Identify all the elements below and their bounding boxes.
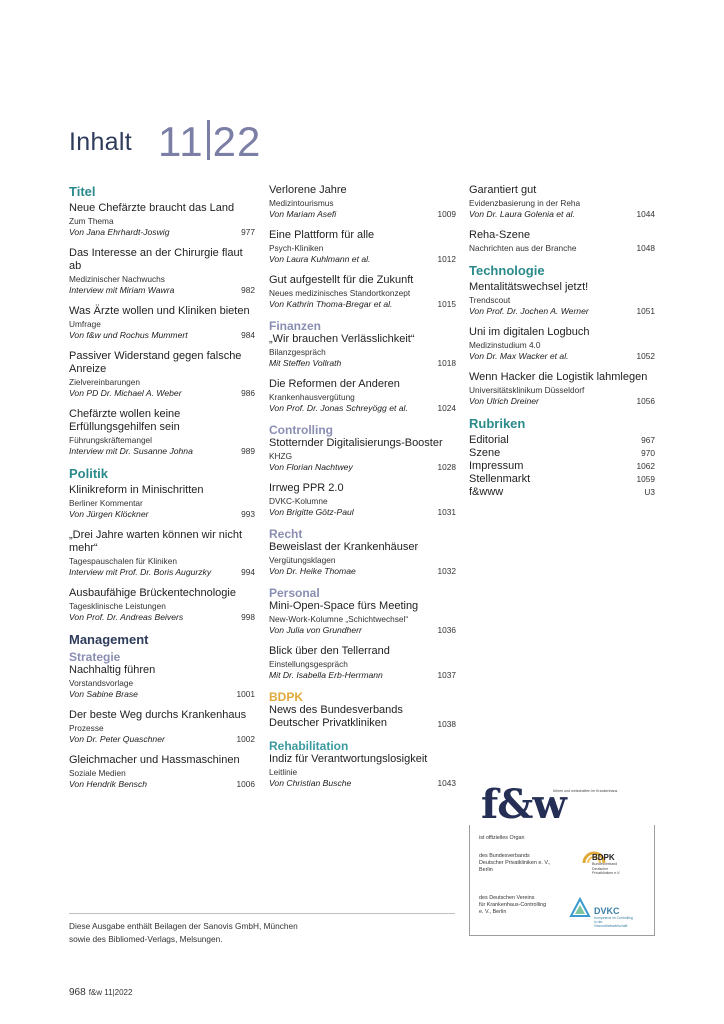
entry-author: Mit Steffen Vollrath	[269, 358, 342, 368]
fw-logo-tagline: führen und wirtschaften im Krankenhaus	[553, 789, 618, 793]
toc-entry	[69, 484, 255, 520]
toc-entry	[69, 664, 255, 700]
dvkc-org-line: e. V., Berlin	[479, 909, 507, 915]
entry-author: Von Ulrich Dreiner	[469, 396, 539, 406]
rubrik-label: Impressum	[469, 460, 524, 472]
dvkc-logo-sub: Kompetenz im Controlling in der Gesundheitswirtschaft	[594, 916, 633, 928]
entry-page: 1028	[437, 462, 456, 472]
dvkc-logo-text	[594, 906, 634, 928]
section-finanzen	[269, 333, 456, 414]
entry-author: Von Brigitte Götz-Paul	[269, 507, 354, 517]
entry-page: 977	[241, 227, 255, 237]
section-heading-rubriken: Rubriken	[469, 416, 526, 431]
entry-page: 989	[241, 446, 255, 456]
section-politik	[69, 484, 255, 623]
section-personal	[269, 600, 456, 681]
entry-page: 1038	[437, 719, 456, 729]
entry-author: Von Jürgen Klöckner	[69, 509, 149, 519]
entry-kicker: Prozesse	[69, 723, 104, 733]
entry-kicker: DVKC-Kolumne	[269, 496, 328, 506]
section-bdpk	[269, 704, 456, 730]
section-technologie	[469, 281, 655, 407]
toc-entry	[269, 645, 456, 681]
entry-kicker: Psych-Kliniken	[269, 243, 324, 253]
entry-title: Neue Chefärzte braucht das Land	[69, 202, 235, 214]
entry-page: 1037	[437, 670, 456, 680]
dvkc-org-text	[479, 895, 546, 916]
entry-kicker: Bilanzgespräch	[269, 347, 326, 357]
dvkc-org-line: für Krankenhaus-Controlling	[479, 902, 547, 908]
toc-entry	[69, 247, 255, 296]
entry-kicker: Berliner Kommentar	[69, 498, 143, 508]
subsection-heading-strategie: Strategie	[69, 650, 121, 664]
rubrik-page: 1062	[636, 461, 655, 471]
entry-title: „Drei Jahre warten können wir nicht mehr“	[69, 529, 243, 554]
entry-title: Chefärzte wollen keine Erfüllungsgehilfen sein	[69, 408, 181, 433]
entry-title: News des Bundesverbands Deutscher Privatkliniken	[269, 704, 403, 729]
issue-number-left: 11	[158, 118, 204, 165]
entry-title: Blick über den Tellerrand	[269, 645, 390, 657]
toc-entry	[269, 378, 456, 414]
organ-line: ist offizielles Organ	[479, 835, 525, 841]
entry-title: Passiver Widerstand gegen falsche Anreize	[69, 350, 242, 375]
toc-entry	[469, 281, 655, 317]
entry-page: 1043	[437, 778, 456, 788]
entry-kicker: Tagesklinische Leistungen	[69, 601, 166, 611]
fw-logo: f&w	[481, 781, 566, 828]
toc-entry	[269, 753, 456, 789]
entry-page: 1048	[636, 243, 655, 253]
toc-entry	[269, 229, 456, 265]
rubrik-page: 967	[641, 435, 655, 445]
entry-page: 1036	[437, 625, 456, 635]
section-recht	[269, 541, 456, 577]
entry-author: Von Florian Nachtwey	[269, 462, 353, 472]
toc-column-3	[469, 184, 655, 499]
entry-author: Interview mit Dr. Susanne Johna	[69, 446, 193, 456]
bdpk-logo-text	[592, 853, 626, 876]
entry-title: „Wir brauchen Verlässlichkeit“	[269, 333, 415, 345]
entry-author: Von Dr. Heike Thomae	[269, 566, 356, 576]
entry-author: Von Jana Ehrhardt-Joswig	[69, 227, 170, 237]
entry-title: Der beste Weg durchs Krankenhaus	[69, 709, 247, 721]
entry-kicker: Medizintourismus	[269, 198, 334, 208]
entry-title: Ausbaufähige Brückentechnologie	[69, 587, 236, 599]
entry-kicker: Zum Thema	[69, 216, 114, 226]
toc-entry	[69, 754, 255, 790]
entry-kicker: Soziale Medien	[69, 768, 126, 778]
entry-page: 1009	[437, 209, 456, 219]
entry-title: Uni im digitalen Logbuch	[469, 326, 590, 338]
section-heading-technologie: Technologie	[469, 263, 545, 278]
toc-entry	[69, 305, 255, 341]
rubrik-page: U3	[644, 487, 655, 497]
issue-number	[158, 118, 261, 166]
toc-entry	[469, 229, 655, 254]
entry-author: Von Christian Busche	[269, 778, 352, 788]
publisher-logo-box	[469, 775, 655, 938]
entry-kicker: Neues medizinisches Standortkonzept	[269, 288, 411, 298]
entry-kicker: Führungskräftemangel	[69, 435, 153, 445]
toc-entry	[269, 482, 456, 518]
entry-kicker: Universitätsklinikum Düsseldorf	[469, 385, 585, 395]
toc-entry	[469, 184, 655, 220]
entry-kicker: Tagespauschalen für Kliniken	[69, 556, 177, 566]
section-rubriken	[469, 434, 655, 499]
entry-title: Mini-Open-Space fürs Meeting	[269, 600, 419, 612]
entry-title: Stotternder Digitalisierungs-Booster	[269, 437, 443, 449]
dvkc-logo-icon	[569, 897, 591, 919]
entry-page: 1018	[437, 358, 456, 368]
section-heading-politik: Politik	[69, 466, 109, 481]
toc-entry	[69, 408, 255, 457]
rubrik-page: 970	[641, 448, 655, 458]
rubrik-label: Editorial	[469, 434, 509, 446]
entry-author: Von Prof. Dr. Jonas Schreyögg et al.	[269, 403, 408, 413]
bdpk-logo-name: BDPK	[592, 853, 615, 862]
entry-title: Das Interesse an der Chirurgie flaut ab	[69, 247, 243, 272]
toc-entry	[469, 326, 655, 362]
entry-kicker: Nachrichten aus der Branche	[469, 243, 577, 253]
entry-page: 993	[241, 509, 255, 519]
page-number: 968	[69, 987, 86, 998]
rubrik-item	[469, 473, 655, 486]
entry-page: 1051	[636, 306, 655, 316]
entry-author: Mit Dr. Isabella Erb-Herrmann	[269, 670, 383, 680]
page-folio	[69, 987, 132, 998]
entry-title: Beweislast der Krankenhäuser	[269, 541, 419, 553]
toc-entry	[69, 202, 255, 238]
entry-author: Von Dr. Laura Golenia et al.	[469, 209, 575, 219]
entry-title: Wenn Hacker die Logistik lahmlegen	[469, 371, 648, 383]
entry-title: Irrweg PPR 2.0	[269, 482, 344, 494]
entry-page: 1002	[236, 734, 255, 744]
section-heading-management: Management	[69, 632, 149, 647]
entry-page: 1006	[236, 779, 255, 789]
entry-title: Indiz für Verantwortungslosigkeit	[269, 753, 428, 765]
entry-page: 1044	[636, 209, 655, 219]
entry-kicker: Leitlinie	[269, 767, 298, 777]
entry-kicker: Krankenhausvergütung	[269, 392, 355, 402]
rubrik-label: f&www	[469, 486, 504, 498]
entry-kicker: Vergütungsklagen	[269, 555, 336, 565]
entry-author: Von Sabine Brase	[69, 689, 138, 699]
rubrik-page: 1059	[636, 474, 655, 484]
toc-entry	[69, 709, 255, 745]
toc-entry	[269, 704, 456, 730]
entry-page: 1052	[636, 351, 655, 361]
entry-kicker: New-Work-Kolumne „Schichtwechsel“	[269, 614, 409, 624]
entry-author: Von Prof. Dr. Jochen A. Werner	[469, 306, 589, 316]
entry-kicker: Trendscout	[469, 295, 511, 305]
toc-column-1	[69, 184, 255, 799]
entry-page: 1031	[437, 507, 456, 517]
entry-title: Gleichmacher und Hassmaschinen	[69, 754, 240, 766]
bdpk-logo-sub: Bundesverband Deutscher Privatkliniken e.V.	[592, 862, 621, 875]
entry-title: Reha-Szene	[469, 229, 531, 241]
toc-entry	[269, 184, 456, 220]
rubrik-label: Szene	[469, 447, 501, 459]
subsection-heading-finanzen: Finanzen	[269, 319, 322, 333]
section-rehabilitation-cont	[469, 184, 655, 254]
entry-kicker: Medizinstudium 4.0	[469, 340, 541, 350]
entry-title: Gut aufgestellt für die Zukunft	[269, 274, 414, 286]
entry-page: 1001	[236, 689, 255, 699]
entry-title: Die Reformen der Anderen	[269, 378, 400, 390]
entry-author: Von Hendrik Bensch	[69, 779, 148, 789]
supplement-note-line: sowie des Bibliomed-Verlags, Melsungen.	[69, 934, 223, 944]
toc-entry	[269, 541, 456, 577]
toc-column-2	[269, 184, 456, 798]
section-controlling	[269, 437, 456, 518]
entry-title: Mentalitätswechsel jetzt!	[469, 281, 589, 293]
entry-title: Garantiert gut	[469, 184, 537, 196]
entry-kicker: Einstellungsgespräch	[269, 659, 348, 669]
entry-author: Von Dr. Max Wacker et al.	[469, 351, 569, 361]
entry-author: Von Prof. Dr. Andreas Beivers	[69, 612, 184, 622]
entry-kicker: Zielvereinbarungen	[69, 377, 141, 387]
entry-title: Nachhaltig führen	[69, 664, 156, 676]
bdpk-org-line: des Bundesverbands	[479, 853, 530, 859]
entry-page: 994	[241, 567, 255, 577]
entry-author: Von Dr. Peter Quaschner	[69, 734, 165, 744]
dvkc-logo-name: DVKC	[594, 906, 620, 916]
dvkc-org-line: des Deutschen Vereins	[479, 895, 535, 901]
entry-title: Klinikreform in Minischritten	[69, 484, 204, 496]
entry-author: Von Julia von Grundherr	[269, 625, 362, 635]
toc-entry	[269, 600, 456, 636]
subsection-heading-recht: Recht	[269, 527, 303, 541]
section-heading-bdpk: BDPK	[269, 690, 304, 704]
rubrik-item	[469, 486, 655, 499]
section-rehabilitation	[269, 753, 456, 789]
entry-kicker: Medizinischer Nachwuchs	[69, 274, 165, 284]
rubrik-item	[469, 434, 655, 447]
section-strategie	[69, 664, 255, 790]
bdpk-org-text	[479, 853, 550, 874]
entry-page: 1012	[437, 254, 456, 264]
entry-title: Verlorene Jahre	[269, 184, 347, 196]
entry-page: 998	[241, 612, 255, 622]
rubrik-item	[469, 447, 655, 460]
entry-author: Von f&w und Rochus Mummert	[69, 330, 188, 340]
entry-kicker: KHZG	[269, 451, 293, 461]
toc-entry	[69, 350, 255, 399]
entry-page: 1024	[437, 403, 456, 413]
entry-page: 1015	[437, 299, 456, 309]
entry-page: 1056	[636, 396, 655, 406]
section-titel	[69, 202, 255, 457]
entry-title: Was Ärzte wollen und Kliniken bieten	[69, 305, 250, 317]
toc-entry	[69, 529, 255, 578]
issue-divider	[207, 120, 210, 160]
supplement-note-line: Diese Ausgabe enthält Beilagen der Sanovis GmbH, München	[69, 921, 298, 931]
entry-author: Interview mit Prof. Dr. Boris Augurzky	[69, 567, 212, 577]
toc-entry	[69, 587, 255, 623]
entry-kicker: Umfrage	[69, 319, 101, 329]
subsection-heading-personal: Personal	[269, 586, 320, 600]
entry-page: 1032	[437, 566, 456, 576]
entry-page: 982	[241, 285, 255, 295]
toc-entry	[269, 333, 456, 369]
section-management-cont	[269, 184, 456, 310]
bdpk-org-line: Deutscher Privatkliniken e. V.,	[479, 860, 551, 866]
section-heading-titel: Titel	[69, 184, 96, 199]
entry-author: Von Kathrin Thoma-Bregar et al.	[269, 299, 393, 309]
bdpk-org-line: Berlin	[479, 867, 493, 873]
rubrik-item	[469, 460, 655, 473]
footer-divider	[69, 913, 455, 914]
toc-entry	[469, 371, 655, 407]
issue-number-right: 22	[212, 118, 262, 165]
page-title: Inhalt	[69, 128, 132, 156]
entry-page: 984	[241, 330, 255, 340]
entry-title: Eine Plattform für alle	[269, 229, 375, 241]
subsection-heading-controlling: Controlling	[269, 423, 333, 437]
magazine-issue: f&w 11|2022	[88, 988, 133, 997]
entry-kicker: Evidenzbasierung in der Reha	[469, 198, 581, 208]
rubrik-label: Stellenmarkt	[469, 473, 531, 485]
entry-author: Interview mit Miriam Wawra	[69, 285, 175, 295]
entry-author: Von Mariam Asefi	[269, 209, 337, 219]
entry-kicker: Vorstandsvorlage	[69, 678, 134, 688]
entry-author: Von PD Dr. Michael A. Weber	[69, 388, 182, 398]
toc-entry	[269, 274, 456, 310]
toc-entry	[269, 437, 456, 473]
section-heading-rehabilitation: Rehabilitation	[269, 739, 349, 753]
entry-author: Von Laura Kuhlmann et al.	[269, 254, 371, 264]
entry-page: 986	[241, 388, 255, 398]
supplement-note	[69, 920, 389, 946]
